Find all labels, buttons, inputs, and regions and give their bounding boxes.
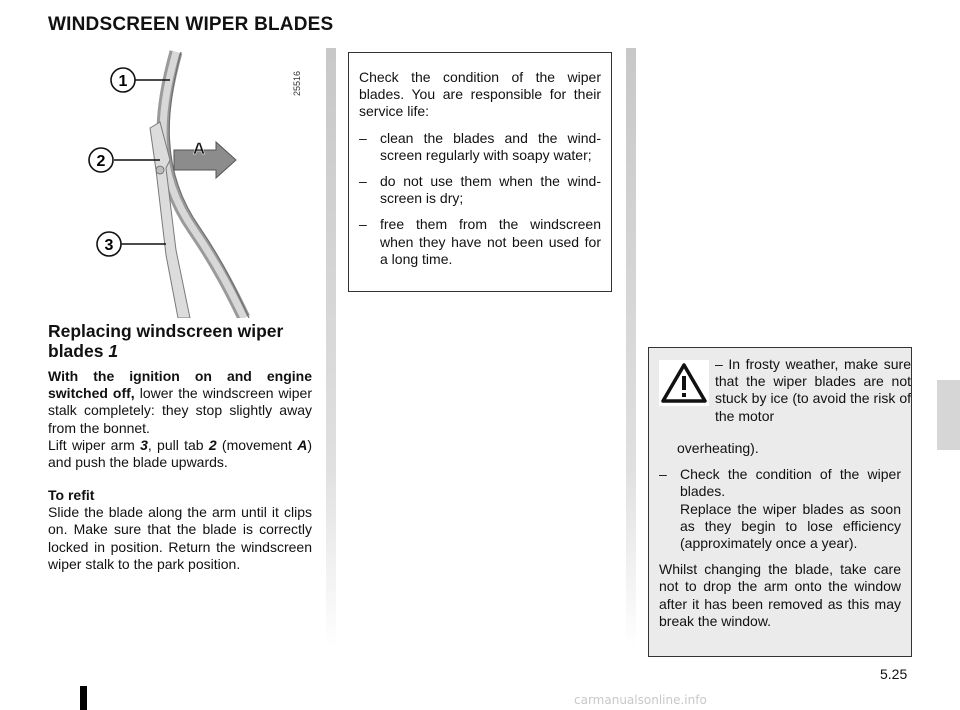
refit-section [48,487,312,573]
movement-label-a: A [192,139,206,158]
corner-mark [80,686,87,710]
ref-tab: 2 [208,436,217,453]
ref-arm: 3 [140,436,148,453]
list-item: – do not use them when the windscreen is dry; [359,173,601,207]
watermark: carmanualsonline.info [574,693,707,707]
instruction-bold: With the ignition on and engine switched off, [48,368,312,402]
list-item: – clean the blades and the windscreen regularly with soapy water; [359,129,601,163]
warning-item-frost-tail: overheating). [677,440,759,456]
page-number: 5.25 [880,666,908,682]
heading-ref: 1 [108,341,119,361]
callout-1: 1 [118,73,128,90]
column-divider-right [626,48,636,648]
instruction-rest: lower the windscreen wiper stalk completely: they stop slightly away from the bonnet. [48,385,313,436]
callout-3: 3 [104,237,114,254]
list-item: – Check the condition of the wiper blades. Replace the wiper blades as soon as they begin to lose efficiency (approximately once a year). [659,466,901,552]
check-intro: Check the condition of the wiper blades. You are responsible for their service life: [359,69,601,120]
warning-item-frost: – In frosty weather, make sure that the wiper blades are not stuck by ice (to avoid the risk of the motor [715,356,911,424]
column-divider-left [326,48,336,648]
ref-movement: A [297,436,308,453]
list-item: – free them from the windscreen when they have not been used for a long time. [359,216,601,267]
wiper-blade-drawing [48,50,320,318]
page-title: WINDSCREEN WIPER BLADES [48,14,334,35]
section-heading: Replacing windscreen wiper blades 1 [48,321,284,361]
refit-heading: To refit [48,487,95,503]
warning-triangle-icon [659,360,709,406]
callout-2: 2 [96,153,106,170]
replacing-instructions: With the ignition on and engine switched off, lower the windscreen wiper stalk completely: they stop slightly away from the bonnet. Lift wiper arm 3, pull tab 2 (movement A) and push the blade upwards. [48,368,313,471]
warning-box [648,347,912,657]
refit-text: Slide the blade along the arm until it clips on. Make sure that the blade is correctly locked in position. Return the windscreen wiper stalk to the park position. [48,504,312,572]
check-condition-box [348,52,612,292]
chapter-tab [937,380,960,450]
warning-closing: Whilst changing the blade, take care not to drop the arm onto the window after it has been removed as this may break the window. [659,561,901,629]
wiper-blade-illustration [48,50,320,318]
illustration-code: 25516 [292,70,302,96]
